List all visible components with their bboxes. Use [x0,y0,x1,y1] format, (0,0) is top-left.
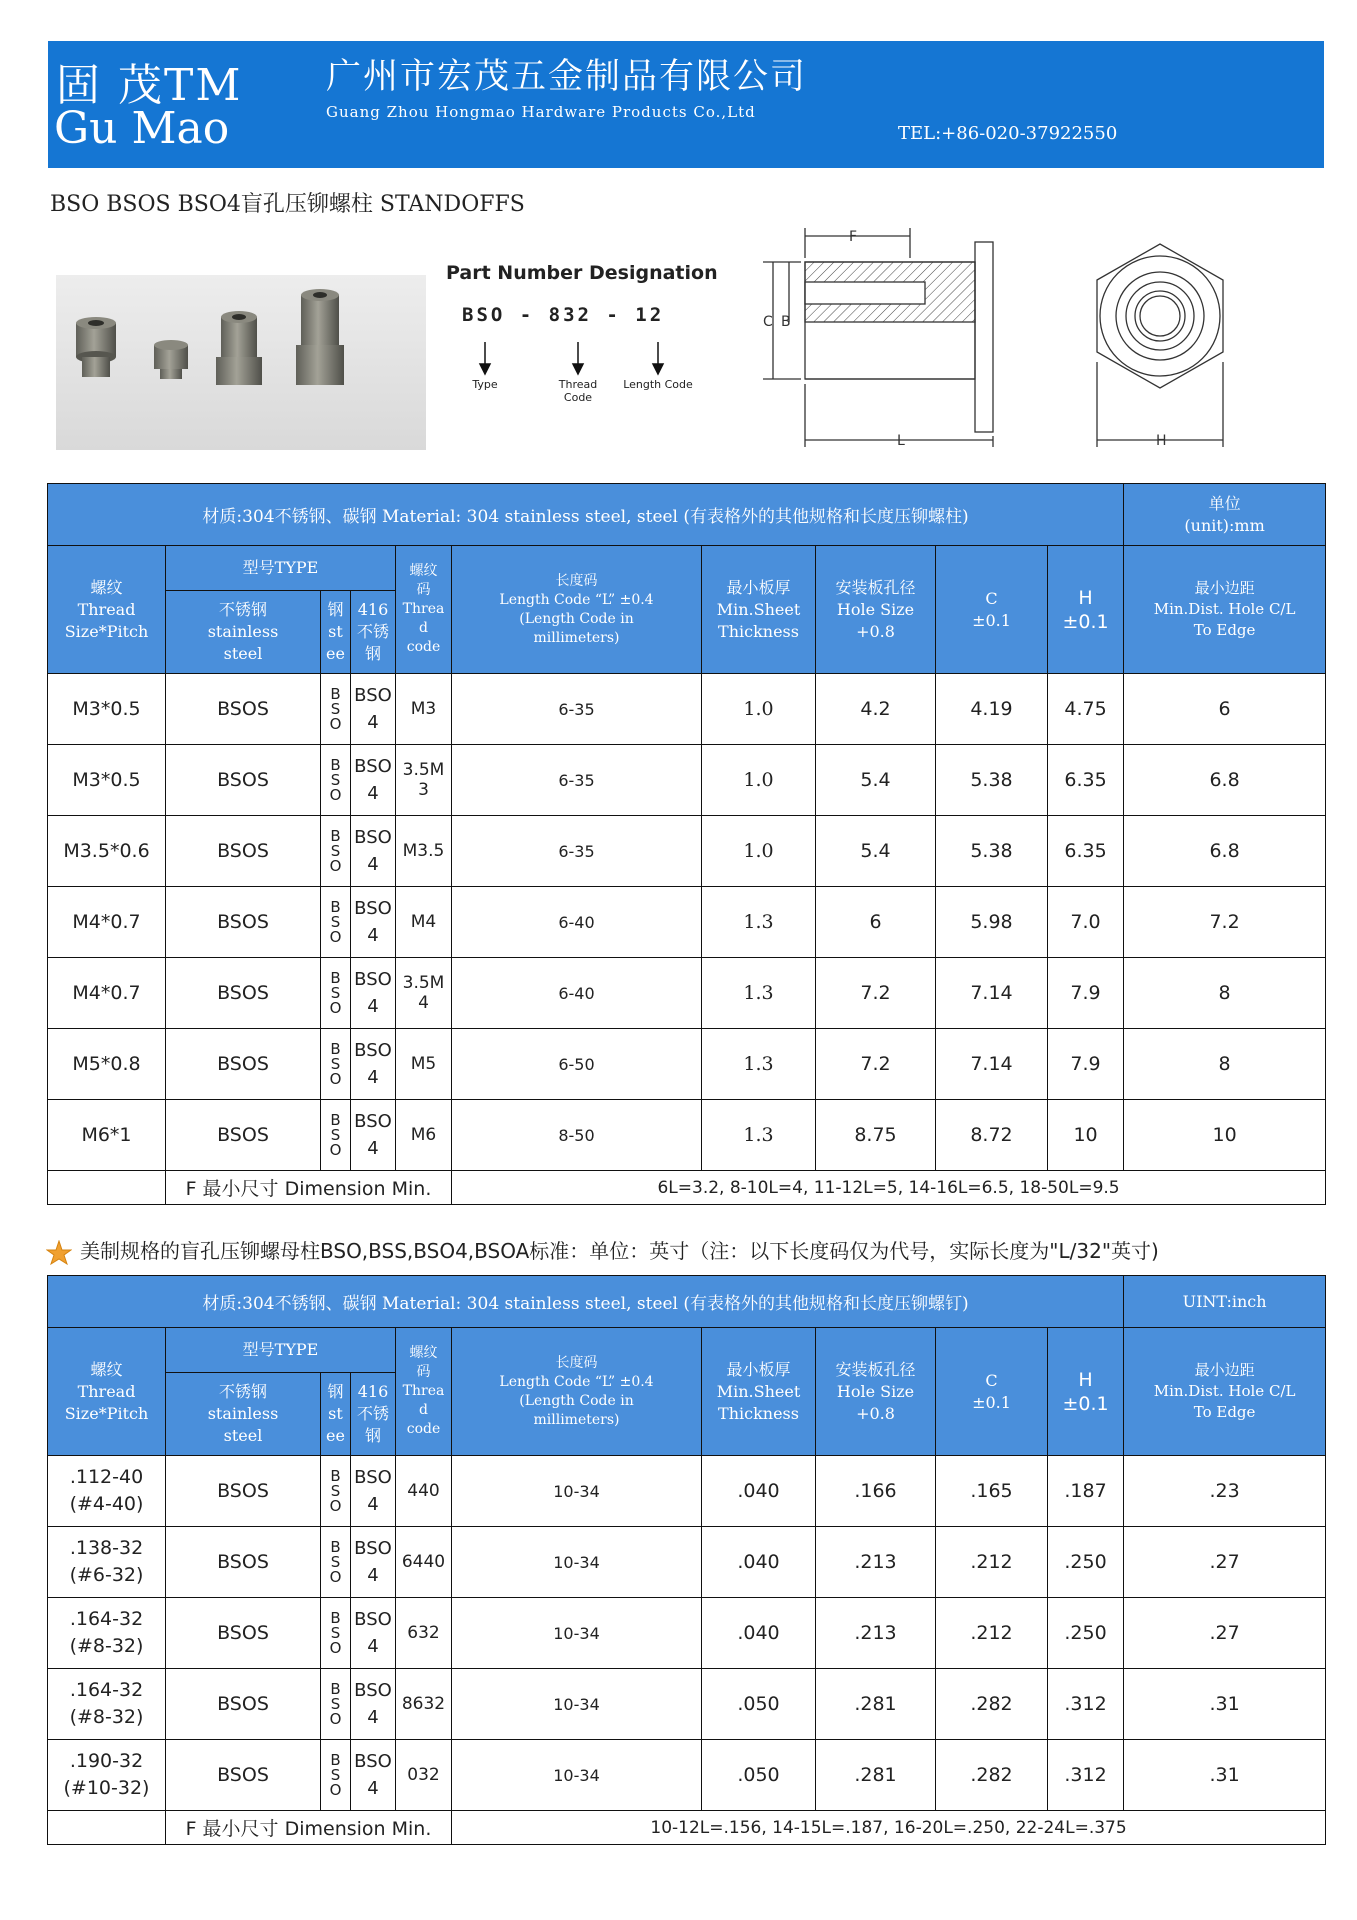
c-value: 7.14 [936,958,1048,1029]
min-edge: .27 [1124,1598,1326,1669]
hole-size: .213 [816,1598,936,1669]
min-thickness: .040 [702,1527,816,1598]
h-value: 4.75 [1048,674,1124,745]
stainless-part: BSOS [166,1669,321,1740]
header-steel: 钢 st ee [321,591,351,674]
length-code: 6-50 [452,1029,702,1100]
length-code: 6-35 [452,674,702,745]
stainless-part: BSOS [166,674,321,745]
dimension-min-values: 6L=3.2, 8-10L=4, 11-12L=5, 14-16L=6.5, 18-50L=9.5 [452,1171,1326,1205]
thread-size: M5*0.8 [48,1029,166,1100]
h-value: 10 [1048,1100,1124,1171]
steel-part: B S O [321,1669,351,1740]
c-value: 8.72 [936,1100,1048,1171]
header-416: 416 不锈 钢 [351,1373,396,1456]
table-row [48,1527,1326,1598]
steel-part: B S O [321,1740,351,1811]
h-value: .312 [1048,1740,1124,1811]
metric-material-note: 材质:304不锈钢、碳钢 Material: 304 stainless steel, steel (有表格外的其他规格和长度压铆螺柱) [48,484,1124,546]
drawing-label-c: C [763,314,773,330]
h-value: 7.0 [1048,887,1124,958]
header-thread-code: 螺纹 码 Threa d code [396,1328,452,1456]
dimension-min-label: F 最小尺寸 Dimension Min. [166,1171,452,1205]
header-stainless: 不锈钢 stainless steel [166,591,321,674]
min-thickness: 1.0 [702,674,816,745]
thread-code: M5 [396,1029,452,1100]
s416-part: BSO 4 [351,1740,396,1811]
s416-part: BSO 4 [351,1100,396,1171]
stainless-part: BSOS [166,1527,321,1598]
h-value: .250 [1048,1527,1124,1598]
min-thickness: 1.3 [702,1029,816,1100]
header-min-edge: 最小边距 Min.Dist. Hole C/L To Edge [1124,1328,1326,1456]
product-title: BSO BSOS BSO4盲孔压铆螺柱 STANDOFFS [50,192,525,217]
min-edge: 8 [1124,1029,1326,1100]
s416-part: BSO 4 [351,1456,396,1527]
part-number-label-type: Type [472,378,498,391]
header-thread: 螺纹 Thread Size*Pitch [48,546,166,674]
c-value: 7.14 [936,1029,1048,1100]
header-416: 416 不锈 钢 [351,591,396,674]
steel-part: B S O [321,958,351,1029]
table-row [48,1456,1326,1527]
header-hole-size: 安装板孔径 Hole Size +0.8 [816,546,936,674]
thread-size: M3*0.5 [48,745,166,816]
header-length-code: 长度码 Length Code “L” ±0.4 (Length Code in millimeters) [452,546,702,674]
min-thickness: 1.3 [702,958,816,1029]
imperial-footer-row [48,1811,1326,1845]
h-value: .187 [1048,1456,1124,1527]
length-code: 10-34 [452,1669,702,1740]
s416-part: BSO 4 [351,1598,396,1669]
header-min-thickness: 最小板厚 Min.Sheet Thickness [702,546,816,674]
part-number-label-thread: Thread Code [558,378,598,404]
brand-name-cn: 固 茂TM [56,60,243,111]
min-edge: .31 [1124,1740,1326,1811]
length-code: 8-50 [452,1100,702,1171]
drawing-label-b: B [781,314,791,330]
table-row [48,1740,1326,1811]
steel-part: B S O [321,1527,351,1598]
min-thickness: 1.3 [702,887,816,958]
steel-part: B S O [321,745,351,816]
table-row [48,958,1326,1029]
steel-part: B S O [321,1598,351,1669]
table-row [48,1669,1326,1740]
table-row [48,887,1326,958]
min-thickness: 1.0 [702,816,816,887]
length-code: 10-34 [452,1598,702,1669]
imperial-spec-table [47,1275,1326,1845]
header-hole-size: 安装板孔径 Hole Size +0.8 [816,1328,936,1456]
length-code: 6-40 [452,958,702,1029]
imperial-unit: UINT:inch [1124,1276,1326,1328]
imperial-material-note: 材质:304不锈钢、碳钢 Material: 304 stainless steel, steel (有表格外的其他规格和长度压铆螺钉) [48,1276,1124,1328]
thread-code: M3.5 [396,816,452,887]
c-value: 5.38 [936,816,1048,887]
thread-size: .112-40 (#4-40) [48,1456,166,1527]
min-thickness: .040 [702,1456,816,1527]
header-min-edge: 最小边距 Min.Dist. Hole C/L To Edge [1124,546,1326,674]
min-thickness: .050 [702,1669,816,1740]
steel-part: B S O [321,674,351,745]
steel-part: B S O [321,1456,351,1527]
hole-size: 7.2 [816,958,936,1029]
header-length-code: 长度码 Length Code “L” ±0.4 (Length Code in millimeters) [452,1328,702,1456]
header-c: C ±0.1 [936,1328,1048,1456]
hole-size: 5.4 [816,745,936,816]
company-name-en: Guang Zhou Hongmao Hardware Products Co.,Ltd [326,103,756,121]
thread-size: M3*0.5 [48,674,166,745]
min-edge: 10 [1124,1100,1326,1171]
table-row [48,674,1326,745]
thread-size: M4*0.7 [48,958,166,1029]
stainless-part: BSOS [166,816,321,887]
s416-part: BSO 4 [351,1029,396,1100]
thread-size: .164-32 (#8-32) [48,1598,166,1669]
length-code: 6-35 [452,816,702,887]
header-type: 型号TYPE [166,546,396,591]
s416-part: BSO 4 [351,1527,396,1598]
dimension-min-label: F 最小尺寸 Dimension Min. [166,1811,452,1845]
thread-code: 632 [396,1598,452,1669]
header-c: C ±0.1 [936,546,1048,674]
s416-part: BSO 4 [351,816,396,887]
steel-part: B S O [321,1100,351,1171]
length-code: 10-34 [452,1527,702,1598]
steel-part: B S O [321,1029,351,1100]
us-standard-note [46,1235,1159,1266]
h-value: 7.9 [1048,958,1124,1029]
s416-part: BSO 4 [351,887,396,958]
us-note-text: 美制规格的盲孔压铆螺母柱BSO,BSS,BSO4,BSOA标准：单位：英寸（注：以下长度码仅为代号，实际长度为"L/32"英寸) [80,1239,1159,1263]
min-thickness: .050 [702,1740,816,1811]
company-name-cn: 广州市宏茂五金制品有限公司 [326,57,808,97]
metric-footer-row [48,1171,1326,1205]
length-code: 6-40 [452,887,702,958]
min-thickness: 1.3 [702,1100,816,1171]
thread-code: M4 [396,887,452,958]
part-number-label-length: Length Code [623,378,693,391]
part-number-arrows [450,340,700,378]
h-value: 6.35 [1048,816,1124,887]
header-h: H ±0.1 [1048,546,1124,674]
stainless-part: BSOS [166,1740,321,1811]
hole-size: 5.4 [816,816,936,887]
length-code: 10-34 [452,1456,702,1527]
thread-size: M6*1 [48,1100,166,1171]
header-h: H ±0.1 [1048,1328,1124,1456]
min-edge: 8 [1124,958,1326,1029]
drawing-label-h: H [1156,433,1167,449]
thread-code: 6440 [396,1527,452,1598]
min-thickness: .040 [702,1598,816,1669]
table-row [48,1029,1326,1100]
min-edge: .31 [1124,1669,1326,1740]
header-steel: 钢 st ee [321,1373,351,1456]
stainless-part: BSOS [166,1100,321,1171]
thread-size: M3.5*0.6 [48,816,166,887]
s416-part: BSO 4 [351,1669,396,1740]
c-value: .165 [936,1456,1048,1527]
min-edge: 6.8 [1124,745,1326,816]
c-value: .282 [936,1669,1048,1740]
thread-code: M3 [396,674,452,745]
length-code: 10-34 [452,1740,702,1811]
h-value: 7.9 [1048,1029,1124,1100]
stainless-part: BSOS [166,1029,321,1100]
min-edge: .23 [1124,1456,1326,1527]
thread-code: 8632 [396,1669,452,1740]
thread-code: 440 [396,1456,452,1527]
thread-size: .190-32 (#10-32) [48,1740,166,1811]
metric-unit: 单位 (unit):mm [1124,484,1326,546]
stainless-part: BSOS [166,1598,321,1669]
stainless-part: BSOS [166,745,321,816]
stainless-part: BSOS [166,1456,321,1527]
brand-name-en: Gu Mao [54,103,230,154]
part-number-example: BSO - 832 - 12 [462,304,665,326]
c-value: .282 [936,1740,1048,1811]
c-value: 5.98 [936,887,1048,958]
stainless-part: BSOS [166,887,321,958]
steel-part: B S O [321,887,351,958]
technical-drawing [745,222,1265,467]
thread-size: .164-32 (#8-32) [48,1669,166,1740]
min-thickness: 1.0 [702,745,816,816]
header-type: 型号TYPE [166,1328,396,1373]
drawing-label-l: L [897,433,905,449]
hole-size: .281 [816,1740,936,1811]
hole-size: 8.75 [816,1100,936,1171]
s416-part: BSO 4 [351,745,396,816]
c-value: 4.19 [936,674,1048,745]
hole-size: 7.2 [816,1029,936,1100]
thread-code: 3.5M 3 [396,745,452,816]
star-icon [46,1240,72,1266]
drawing-label-f: F [849,229,858,245]
c-value: 5.38 [936,745,1048,816]
table-row [48,745,1326,816]
metric-spec-table [47,483,1326,1205]
header-min-thickness: 最小板厚 Min.Sheet Thickness [702,1328,816,1456]
dimension-min-values: 10-12L=.156, 14-15L=.187, 16-20L=.250, 22-24L=.375 [452,1811,1326,1845]
stainless-part: BSOS [166,958,321,1029]
hole-size: .166 [816,1456,936,1527]
company-telephone: TEL:+86-020-37922550 [898,123,1118,144]
h-value: .250 [1048,1598,1124,1669]
table-row [48,816,1326,887]
hole-size: .213 [816,1527,936,1598]
thread-size: .138-32 (#6-32) [48,1527,166,1598]
header-thread-code: 螺纹 码 Threa d code [396,546,452,674]
table-row [48,1598,1326,1669]
company-header [48,41,1324,168]
part-number-title: Part Number Designation [446,262,718,284]
product-photo [56,275,426,450]
min-edge: .27 [1124,1527,1326,1598]
s416-part: BSO 4 [351,958,396,1029]
c-value: .212 [936,1527,1048,1598]
hole-size: 4.2 [816,674,936,745]
min-edge: 7.2 [1124,887,1326,958]
c-value: .212 [936,1598,1048,1669]
h-value: 6.35 [1048,745,1124,816]
hole-size: .281 [816,1669,936,1740]
table-row [48,1100,1326,1171]
s416-part: BSO 4 [351,674,396,745]
length-code: 6-35 [452,745,702,816]
thread-code: M6 [396,1100,452,1171]
thread-code: 3.5M 4 [396,958,452,1029]
steel-part: B S O [321,816,351,887]
thread-size: M4*0.7 [48,887,166,958]
min-edge: 6.8 [1124,816,1326,887]
min-edge: 6 [1124,674,1326,745]
header-stainless: 不锈钢 stainless steel [166,1373,321,1456]
h-value: .312 [1048,1669,1124,1740]
hole-size: 6 [816,887,936,958]
thread-code: 032 [396,1740,452,1811]
header-thread: 螺纹 Thread Size*Pitch [48,1328,166,1456]
